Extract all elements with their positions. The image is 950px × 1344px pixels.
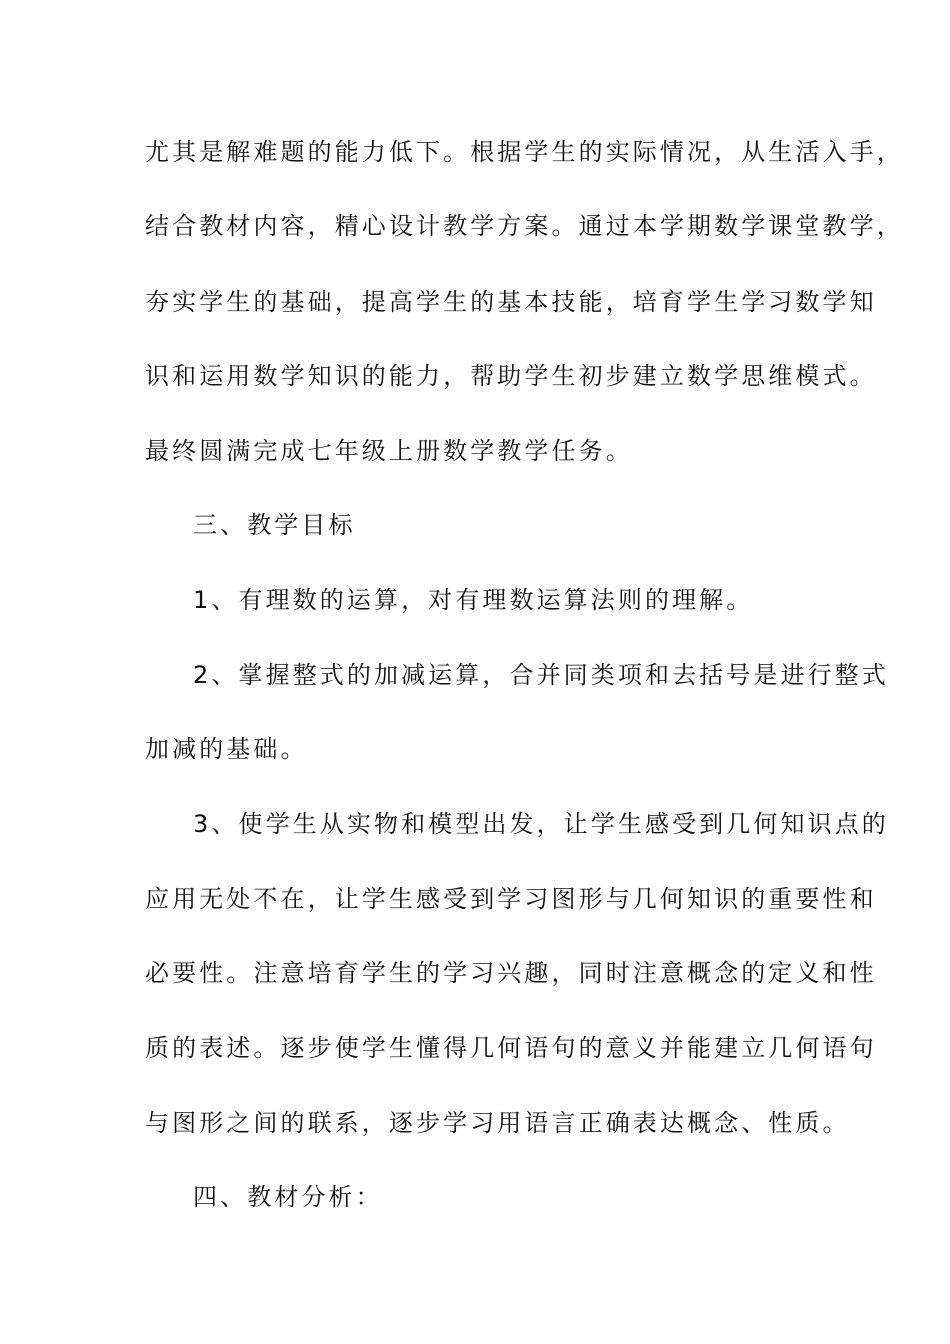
- paragraph-line: 质的表述。逐步使学生懂得几何语句的意义并能建立几何语句: [145, 1034, 877, 1062]
- paragraph-line: 与图形之间的联系，逐步学习用语言正确表达概念、性质。: [145, 1109, 850, 1137]
- paragraph-line: 尤其是解难题的能力低下。根据学生的实际情况，从生活入手，: [145, 138, 904, 166]
- paragraph-line: 必要性。注意培育学生的学习兴趣，同时注意概念的定义和性: [145, 959, 877, 987]
- paragraph-line: 最终圆满完成七年级上册数学教学任务。: [145, 437, 633, 465]
- section-heading-textbook-analysis: 四、教材分析：: [193, 1183, 383, 1211]
- paragraph-line: 加减的基础。: [145, 735, 308, 763]
- paragraph-line: 应用无处不在，让学生感受到学习图形与几何知识的重要性和: [145, 885, 877, 913]
- paragraph-line: 夯实学生的基础，提高学生的基本技能，培育学生学习数学知: [145, 288, 877, 316]
- goal-item-1: 1、有理数的运算，对有理数运算法则的理解。: [193, 586, 754, 614]
- goal-item-3: 3、使学生从实物和模型出发，让学生感受到几何知识点的: [193, 810, 889, 838]
- paragraph-line: 结合教材内容，精心设计教学方案。通过本学期数学课堂教学，: [145, 212, 904, 240]
- goal-item-2: 2、掌握整式的加减运算，合并同类项和去括号是进行整式: [193, 661, 889, 689]
- section-heading-teaching-goals: 三、教学目标: [193, 511, 356, 539]
- paragraph-line: 识和运用数学知识的能力，帮助学生初步建立数学思维模式。: [145, 362, 877, 390]
